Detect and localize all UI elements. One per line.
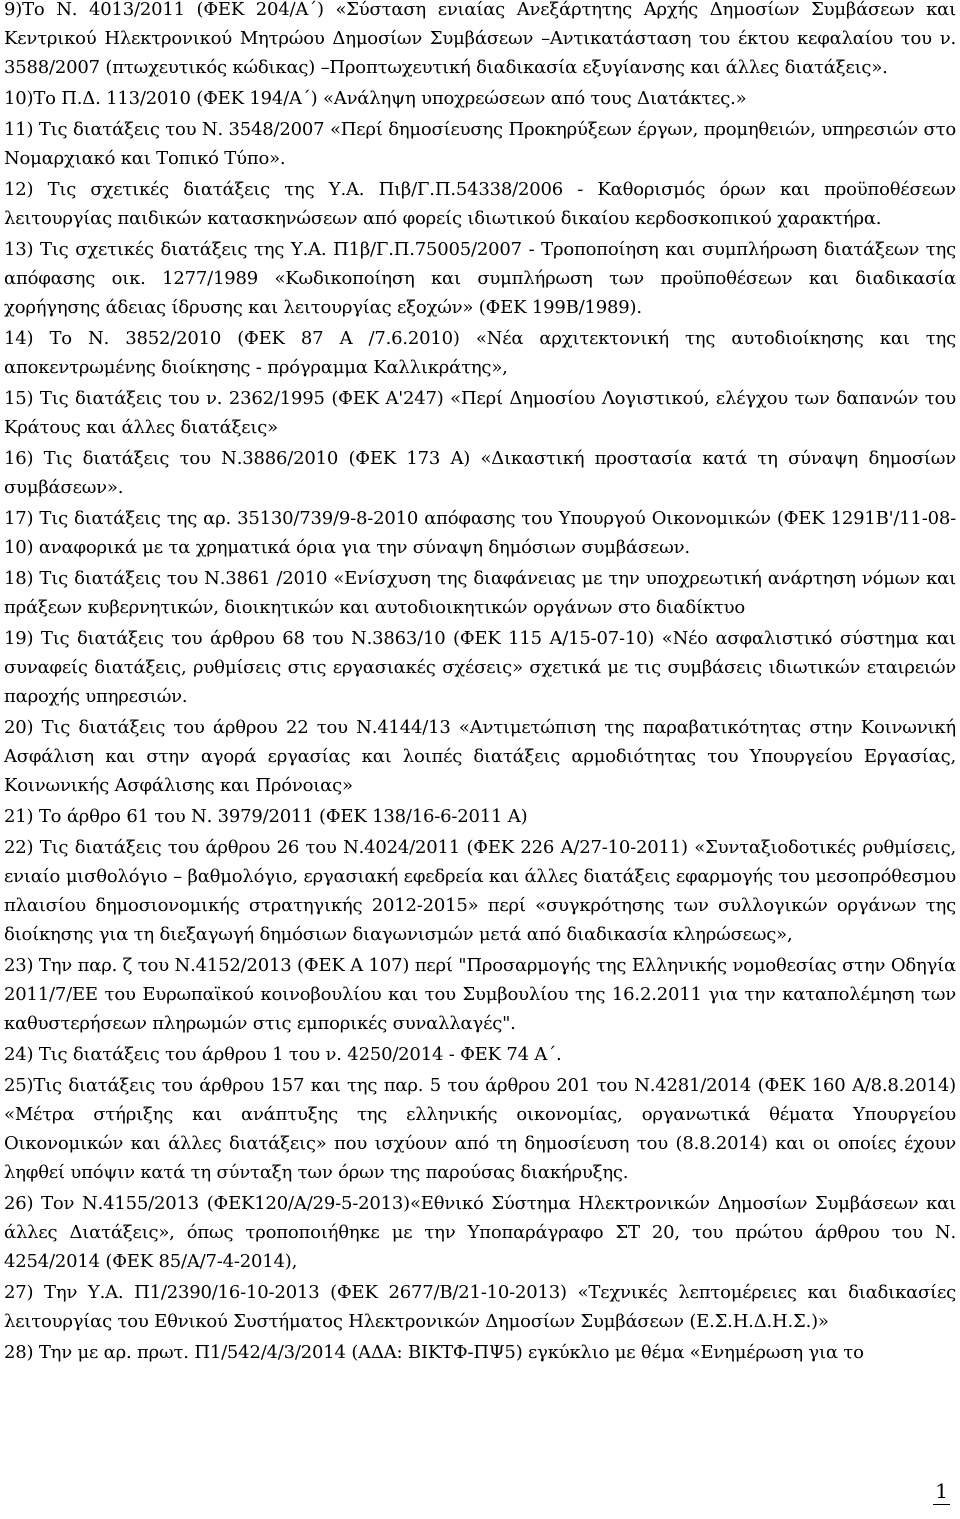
legal-clause-24: 24) Τις διατάξεις του άρθρου 1 του ν. 4250/2014 - ΦΕΚ 74 Α΄. — [4, 1044, 562, 1065]
legal-clause-15: 15) Τις διατάξεις του ν. 2362/1995 (ΦΕΚ Α'247) «Περί Δημοσίου Λογιστικού, ελέγχου των δαπανών του Κράτους και άλλες διατάξεις» — [4, 388, 956, 438]
legal-clause-17: 17) Τις διατάξεις της αρ. 35130/739/9-8-2010 απόφασης του Υπουργού Οικονομικών (ΦΕΚ 1291Β'/11-08- 10) αναφορικά με τα χρηματικά όρια για την σύναψη δημόσιων συμβάσεων. — [4, 508, 956, 558]
legal-clause-20: 20) Τις διατάξεις του άρθρου 22 του Ν.4144/13 «Αντιμετώπιση της παραβατικότητας στην Κοινωνική Ασφάλιση και στην αγορά εργασίας και λοιπές διατάξεις αρμοδιότητας του Υπουργείου Εργασίας, Κοινωνικής Ασφάλισης και Πρόνοιας» — [4, 717, 956, 796]
legal-clause-10: 10)Το Π.Δ. 113/2010 (ΦΕΚ 194/Α΄) «Ανάληψη υποχρεώσεων από τους Διατάκτες.» — [4, 88, 747, 109]
page-number: 1 — [935, 1479, 948, 1503]
legal-clause-21: 21) Το άρθρο 61 του Ν. 3979/2011 (ΦΕΚ 138/16-6-2011 Α) — [4, 806, 528, 827]
legal-clause-23: 23) Την παρ. ζ του Ν.4152/2013 (ΦΕΚ Α 107) περί "Προσαρμογής της Ελληνικής νομοθεσίας στην Οδηγία 2011/7/ΕΕ του Ευρωπαϊκού κοινοβουλίου και του Συμβουλίου της 16.2.2011 για την καταπολέμηση των καθυστερήσεων πληρωμών στις εμπορικές συναλλαγές". — [4, 955, 956, 1034]
legal-clause-28: 28) Την με αρ. πρωτ. Π1/542/4/3/2014 (ΑΔΑ: ΒΙΚΤΦ-ΠΨ5) εγκύκλιο με θέμα «Ενημέρωση για το — [4, 1342, 864, 1363]
legal-clause-19: 19) Τις διατάξεις του άρθρου 68 του Ν.3863/10 (ΦΕΚ 115 Α/15-07-10) «Νέο ασφαλιστικό σύστημα και συναφείς διατάξεις, ρυθμίσεις στις εργασιακές σχέσεις» σχετικά με τις συμβάσεις ιδιωτικών εταιρειών παροχής υπηρεσιών. — [4, 628, 956, 707]
legal-clause-9: 9)Το Ν. 4013/2011 (ΦΕΚ 204/Α΄) «Σύσταση ενιαίας Ανεξάρτητης Αρχής Δημοσίων Συμβάσεων και Κεντρικού Ηλεκτρονικού Μητρώου Δημοσίων Συμβάσεων –Αντικατάσταση του έκτου κεφαλαίου του ν. 3588/2007 (πτωχευτικός κώδικας) –Προπτωχευτική διαδικασία εξυγίανσης και άλλες διατάξεις». — [4, 0, 956, 78]
legal-clause-12: 12) Τις σχετικές διατάξεις της Υ.Α. Πιβ/Γ.Π.54338/2006 - Καθορισμός όρων και προϋποθέσεων λειτουργίας παιδικών κατασκηνώσεων από φορείς ιδιωτικού δικαίου κερδοσκοπικού χαρακτήρα. — [4, 179, 956, 229]
legal-clause-26: 26) Τον Ν.4155/2013 (ΦΕΚ120/Α/29-5-2013)«Εθνικό Σύστημα Ηλεκτρονικών Δημοσίων Συμβάσεων και άλλες Διατάξεις», όπως τροποποιήθηκε με την Υποπαράγραφο ΣΤ 20, του πρώτου άρθρου του Ν. 4254/2014 (ΦΕΚ 85/Α/7-4-2014), — [4, 1193, 956, 1272]
legal-clause-16: 16) Τις διατάξεις του Ν.3886/2010 (ΦΕΚ 173 Α) «Δικαστική προστασία κατά τη σύναψη δημοσίων συμβάσεων». — [4, 448, 956, 498]
legal-clause-27: 27) Την Υ.Α. Π1/2390/16-10-2013 (ΦΕΚ 2677/Β/21-10-2013) «Τεχνικές λεπτομέρειες και διαδικασίες λειτουργίας του Εθνικού Συστήματος Ηλεκτρονικών Δημοσίων Συμβάσεων (Ε.Σ.Η.Δ.Η.Σ.)» — [4, 1282, 956, 1332]
legal-clause-18: 18) Τις διατάξεις του Ν.3861 /2010 «Ενίσχυση της διαφάνειας με την υποχρεωτική ανάρτηση νόμων και πράξεων κυβερνητικών, διοικητικών και αυτοδιοικητικών οργάνων στο διαδίκτυο — [4, 568, 956, 618]
legal-clause-11: 11) Τις διατάξεις του Ν. 3548/2007 «Περί δημοσίευσης Προκηρύξεων έργων, προμηθειών, υπηρεσιών στο Νομαρχιακό και Τοπικό Τύπο». — [4, 119, 956, 169]
legal-clause-22: 22) Τις διατάξεις του άρθρου 26 του Ν.4024/2011 (ΦΕΚ 226 Α/27-10-2011) «Συνταξιοδοτικές ρυθμίσεις, ενιαίο μισθολόγιο – βαθμολόγιο, εργασιακή εφεδρεία και άλλες διατάξεις εφαρμογής του μεσοπρόθεσμου πλαισίου δημοσιονομικής στρατηγικής 2012-2015» περί «συγκρότησης των συλλογικών οργάνων της διοίκησης για τη διεξαγωγή δημόσιων διαγωνισμών μετά από διαδικασία κληρώσεως», — [4, 837, 956, 945]
legal-clause-13: 13) Τις σχετικές διατάξεις της Υ.Α. Π1β/Γ.Π.75005/2007 - Τροποποίηση και συμπλήρωση διατάξεων της απόφασης οικ. 1277/1989 «Κωδικοποίηση και συμπλήρωση των προϋποθέσεων και διαδικασία χορήγησης άδειας ίδρυσης και λειτουργίας εξοχών» (ΦΕΚ 199Β/1989). — [4, 239, 956, 318]
legal-clause-25: 25)Τις διατάξεις του άρθρου 157 και της παρ. 5 του άρθρου 201 του Ν.4281/2014 (ΦΕΚ 160 Α/8.8.2014) «Μέτρα στήριξης και ανάπτυξης της ελληνικής οικονομίας, οργανωτικά θέματα Υπουργείου Οικονομικών και άλλες διατάξεις» που ισχύουν από τη δημοσίευση του (8.8.2014) και οι οποίες έχουν ληφθεί υπόψιν κατά τη σύνταξη των όρων της παρούσας διακήρυξης. — [4, 1075, 956, 1183]
legal-clause-14: 14) Το Ν. 3852/2010 (ΦΕΚ 87 Α /7.6.2010) «Νέα αρχιτεκτονική της αυτοδιοίκησης και της αποκεντρωμένης διοίκησης - πρόγραμμα Καλλικράτης», — [4, 328, 956, 378]
